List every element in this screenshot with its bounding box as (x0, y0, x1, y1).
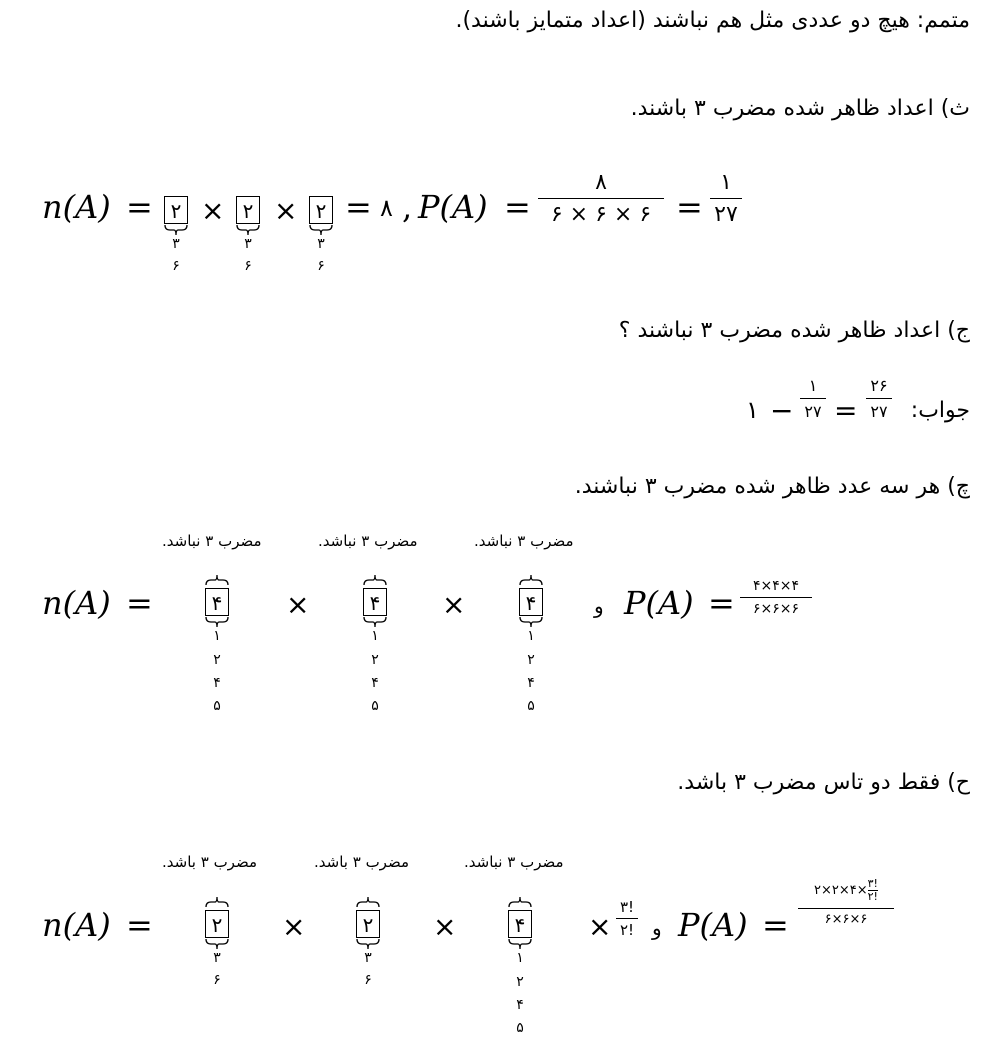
overbrace-icon (205, 896, 229, 908)
denominator: ۲! (619, 921, 635, 939)
equals-sign: = (126, 906, 153, 944)
equals-sign: = (708, 584, 735, 622)
overbrace-icon (356, 896, 380, 908)
complement-note: متمم: هیچ دو عددی مثل هم نباشند (اعداد متمایز باشند). (455, 8, 970, 33)
equals-sign: = (504, 188, 531, 226)
inner-numerator: ۳! (867, 877, 878, 890)
slot-label: مضرب ۳ نباشد. (162, 532, 262, 550)
choice-value: ۵ (213, 698, 221, 714)
choice-value: ۵ (527, 698, 535, 714)
numerator: ۳! (619, 898, 635, 916)
fraction (800, 376, 826, 421)
overbrace-icon (508, 896, 532, 908)
p-of-a: P(A) (624, 584, 694, 622)
choice-value: ۴ (516, 997, 524, 1013)
choice-value: ۳ (244, 236, 252, 252)
underbrace-icon (309, 224, 333, 236)
slot-box: ۴ (363, 588, 387, 616)
case-che-heading: چ) هر سه عدد ظاهر شده مضرب ۳ نباشند. (574, 474, 970, 499)
equals-sign: = (676, 188, 703, 226)
p-of-a: P(A) (418, 188, 488, 226)
numerator: ۸ (595, 170, 607, 195)
comma: , (402, 188, 413, 226)
case-tha-heading: ث) اعداد ظاهر شده مضرب ۳ باشند. (630, 96, 970, 121)
choice-value: ۴ (213, 675, 221, 691)
p-of-a: P(A) (678, 906, 748, 944)
choice-value: ۶ (244, 258, 252, 274)
denominator: ۶×۶×۶ (824, 912, 868, 927)
inner-fraction (868, 878, 878, 903)
choice-value: ۲ (371, 652, 379, 668)
n-of-a: n(A) (42, 906, 111, 944)
fraction (866, 376, 892, 421)
numerator: ۱ (808, 376, 818, 395)
underbrace-icon (356, 938, 380, 950)
slot-box: ۲ (309, 196, 333, 224)
underbrace-icon (236, 224, 260, 236)
slot-label: مضرب ۳ نباشد. (474, 532, 574, 550)
slot-box: ۴ (519, 588, 543, 616)
and-word: و (594, 594, 604, 618)
choice-value: ۱ (527, 628, 535, 644)
choice-value: ۳ (364, 950, 372, 966)
slot-box: ۲ (236, 196, 260, 224)
choice-value: ۴ (371, 675, 379, 691)
slot-label: مضرب ۳ باشد. (314, 853, 410, 871)
times-sign: × (433, 910, 457, 943)
slot-box: ۲ (164, 196, 188, 224)
fraction-bar (798, 908, 894, 909)
choice-value: ۳ (172, 236, 180, 252)
n-of-a: n(A) (42, 584, 111, 622)
slot-box: ۲ (205, 910, 229, 938)
choice-value: ۶ (364, 972, 372, 988)
numerator-prefix: ۲×۲×۴× (814, 883, 868, 898)
denominator: ۲۷ (870, 402, 888, 421)
underbrace-icon (519, 616, 543, 628)
choice-value: ۵ (516, 1020, 524, 1036)
slot-box: ۴ (508, 910, 532, 938)
underbrace-icon (205, 938, 229, 950)
times-sign: × (286, 588, 310, 621)
permutation-fraction (616, 898, 638, 939)
underbrace-icon (164, 224, 188, 236)
numerator: ۲۶ (870, 376, 888, 395)
denominator: ۲۷ (804, 402, 822, 421)
n-of-a: n(A) (42, 188, 111, 226)
equals-sign: = (126, 584, 153, 622)
fraction (740, 578, 812, 617)
choice-value: ۲ (213, 652, 221, 668)
slot-box: ۲ (356, 910, 380, 938)
one: ۱ (746, 396, 759, 424)
denominator: ۶×۶×۶ (752, 601, 800, 617)
choice-value: ۱ (213, 628, 221, 644)
numerator (798, 878, 894, 906)
fraction (538, 170, 664, 227)
numerator: ۴×۴×۴ (752, 578, 800, 594)
inner-denominator: ۲! (867, 890, 878, 903)
equals-sign: = (834, 394, 858, 427)
slot-label: مضرب ۳ نباشد. (318, 532, 418, 550)
slot-label: مضرب ۳ نباشد. (464, 853, 564, 871)
denominator: ۲۷ (714, 202, 738, 227)
fraction (710, 170, 742, 227)
slot-label: مضرب ۳ باشد. (162, 853, 258, 871)
choice-value: ۴ (527, 675, 535, 691)
choice-value: ۶ (213, 972, 221, 988)
overbrace-icon (205, 574, 229, 586)
denominator: ۶ × ۶ × ۶ (550, 202, 652, 227)
choice-value: ۶ (172, 258, 180, 274)
slot-box: ۴ (205, 588, 229, 616)
choice-value: ۵ (371, 698, 379, 714)
choice-value: ۱ (371, 628, 379, 644)
underbrace-icon (508, 938, 532, 950)
times-sign: × (274, 194, 298, 227)
equals-sign: = (762, 906, 789, 944)
underbrace-icon (205, 616, 229, 628)
underbrace-icon (363, 616, 387, 628)
count-result: ۸ (380, 194, 393, 222)
times-sign: × (442, 588, 466, 621)
case-jim-heading: ج) اعداد ظاهر شده مضرب ۳ نباشند ؟ (618, 318, 970, 343)
times-sign: × (282, 910, 306, 943)
probability-fraction (798, 878, 894, 927)
equals-sign: = (126, 188, 153, 226)
overbrace-icon (519, 574, 543, 586)
minus-sign: − (770, 394, 794, 427)
choice-value: ۳ (317, 236, 325, 252)
choice-value: ۳ (213, 950, 221, 966)
overbrace-icon (363, 574, 387, 586)
choice-value: ۲ (527, 652, 535, 668)
equals-sign: = (345, 188, 372, 226)
and-word: و (652, 916, 662, 940)
times-sign: × (588, 910, 612, 943)
case-he-heading: ح) فقط دو تاس مضرب ۳ باشد. (677, 770, 970, 795)
times-sign: × (201, 194, 225, 227)
choice-value: ۶ (317, 258, 325, 274)
choice-value: ۲ (516, 974, 524, 990)
answer-label: جواب: (910, 398, 970, 423)
numerator: ۱ (720, 170, 732, 195)
choice-value: ۱ (516, 950, 524, 966)
